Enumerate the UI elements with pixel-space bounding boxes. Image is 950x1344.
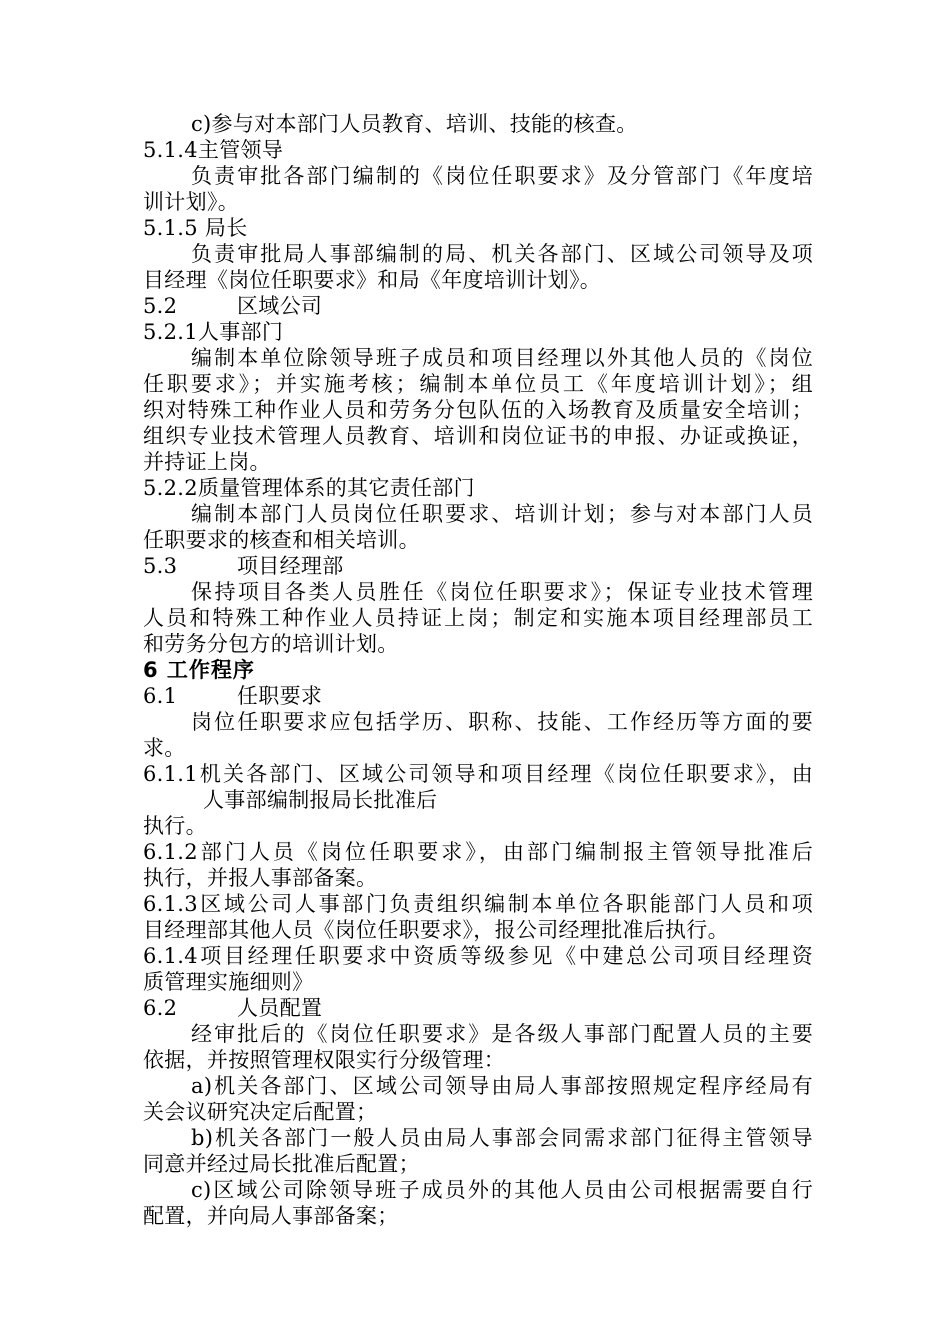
paragraph-line: 6.1.1机关各部门、区域公司领导和项目经理《岗位任职要求》，由 [143,762,813,786]
section-heading-5-2-1: 5.2.1人事部门 [143,320,284,344]
section-title: 人员配置 [237,996,323,1020]
section-number: 6.2 [143,996,178,1020]
paragraph-line: 组织专业技术管理人员教育、培训和岗位证书的申报、办证或换证， [143,424,813,448]
section-title: 项目经理部 [237,554,344,578]
section-heading-6-1 [143,683,813,709]
paragraph-line: 任职要求》；并实施考核；编制本单位员工《年度培训计划》；组 [143,372,813,396]
paragraph-line: 人事部编制报局长批准后 [203,788,438,812]
paragraph-line: 6.1.3区域公司人事部门负责组织编制本单位各职能部门人员和项 [143,892,813,916]
section-number: 5.2 [143,294,178,318]
chapter-heading-6: 6 工作程序 [143,658,255,682]
paragraph-line: 和劳务分包方的培训计划。 [143,632,399,656]
paragraph-line: 依据，并按照管理权限实行分级管理： [143,1048,506,1072]
section-title: 区域公司 [237,294,323,318]
document-page [143,111,813,1229]
paragraph-line: 经审批后的《岗位任职要求》是各级人事部门配置人员的主要 [191,1022,813,1046]
paragraph-line: 负责审批局人事部编制的局、机关各部门、区域公司领导及项 [191,242,813,266]
section-heading-5-1-4: 5.1.4主管领导 [143,138,284,162]
paragraph-line: 负责审批各部门编制的《岗位任职要求》及分管部门《年度培 [191,164,813,188]
section-heading-6-2 [143,995,813,1021]
paragraph-line: 训计划》。 [143,190,239,214]
section-heading-5-2-2: 5.2.2质量管理体系的其它责任部门 [143,476,475,500]
section-number: 6.1 [143,684,178,708]
list-item-a: a)机关各部门、区域公司领导由局人事部按照规定程序经局有 [191,1074,813,1098]
paragraph-line: 执行，并报人事部备案。 [143,866,378,890]
paragraph-line: 编制本单位除领导班子成员和项目经理以外其他人员的《岗位 [191,346,813,370]
paragraph-line: 织对特殊工种作业人员和劳务分包队伍的入场教育及质量安全培训； [143,398,813,422]
paragraph-line: 同意并经过局长批准后配置； [143,1152,420,1176]
paragraph-line: 质管理实施细则》 [143,970,314,994]
paragraph-line: 并持证上岗。 [143,450,271,474]
paragraph-line: 岗位任职要求应包括学历、职称、技能、工作经历等方面的要 [191,710,813,734]
paragraph-line: 执行。 [143,814,207,838]
section-heading-5-1-5: 5.1.5 局长 [143,216,248,240]
paragraph-line: 任职要求的核查和相关培训。 [143,528,420,552]
section-heading-5-2 [143,293,813,319]
paragraph-line: 6.1.2部门人员《岗位任职要求》，由部门编制报主管领导批准后 [143,840,813,864]
paragraph-line: 编制本部门人员岗位任职要求、培训计划；参与对本部门人员 [191,502,813,526]
section-title: 任职要求 [237,684,323,708]
paragraph-line: 配置，并向局人事部备案； [143,1204,399,1228]
paragraph-line: 关会议研究决定后配置； [143,1100,378,1124]
paragraph-line: 保持项目各类人员胜任《岗位任职要求》；保证专业技术管理 [191,580,813,604]
paragraph-line: 目经理《岗位任职要求》和局《年度培训计划》。 [143,268,602,292]
paragraph-line: 人员和特殊工种作业人员持证上岗；制定和实施本项目经理部员工 [143,606,813,630]
section-heading-5-3 [143,553,813,579]
paragraph-line: 6.1.4项目经理任职要求中资质等级参见《中建总公司项目经理资 [143,944,813,968]
paragraph-line: 目经理部其他人员《岗位任职要求》，报公司经理批准后执行。 [143,918,729,942]
list-item-b: b)机关各部门一般人员由局人事部会同需求部门征得主管领导 [191,1126,813,1150]
paragraph-line: 求。 [143,736,186,760]
paragraph-line: c)参与对本部门人员教育、培训、技能的核查。 [191,112,638,136]
section-number: 5.3 [143,554,178,578]
list-item-c: c)区域公司除领导班子成员外的其他人员由公司根据需要自行 [191,1178,813,1202]
